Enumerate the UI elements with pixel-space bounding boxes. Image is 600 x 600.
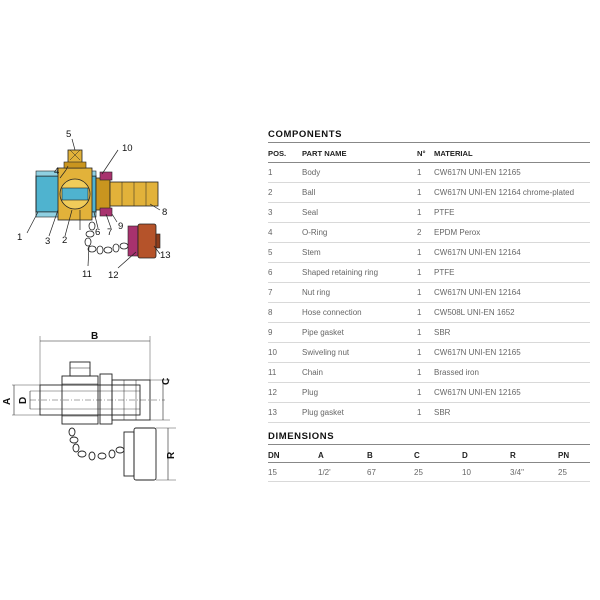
cell-material: CW617N UNI-EN 12164 [434, 288, 521, 297]
cell-qty: 1 [417, 188, 422, 197]
callout-5: 5 [66, 129, 72, 140]
cell-qty: 1 [417, 208, 422, 217]
cell-qty: 1 [417, 248, 422, 257]
callout-13: 13 [160, 250, 171, 261]
dim-value-a: 1/2' [318, 468, 331, 477]
callout-10: 10 [122, 143, 133, 154]
dim-header-r: R [510, 451, 516, 460]
cell-part-name: Seal [302, 208, 319, 217]
cell-pos: 10 [268, 348, 277, 357]
dim-header-a: A [318, 451, 324, 460]
callout-1: 1 [17, 232, 23, 243]
dim-value-r: 3/4" [510, 468, 524, 477]
cell-material: CW617N UNI-EN 12164 chrome-plated [434, 188, 575, 197]
cell-qty: 1 [417, 288, 422, 297]
components-table [268, 144, 590, 423]
cell-part-name: Shaped retaining ring [302, 268, 379, 277]
cell-material: SBR [434, 408, 451, 417]
dim-label-a: A [2, 397, 13, 405]
cell-qty: 1 [417, 308, 422, 317]
cell-material: EPDM Perox [434, 228, 481, 237]
cell-qty: 1 [417, 268, 422, 277]
table-row [268, 303, 590, 323]
callout-4: 4 [54, 166, 60, 177]
dim-header-c: C [414, 451, 420, 460]
table-row [268, 163, 590, 183]
table-row [268, 263, 590, 283]
callout-8: 8 [162, 207, 168, 218]
callout-6: 6 [95, 227, 101, 238]
components-header-row [268, 144, 590, 163]
header-qty: N° [417, 149, 426, 158]
cell-pos: 11 [268, 368, 277, 377]
cell-part-name: Ball [302, 188, 316, 197]
cell-qty: 1 [417, 328, 422, 337]
dim-value-c: 25 [414, 468, 423, 477]
table-row [268, 203, 590, 223]
cell-pos: 8 [268, 308, 273, 317]
table-row [268, 243, 590, 263]
table-row [268, 323, 590, 343]
dim-header-d: D [462, 451, 468, 460]
cell-pos: 6 [268, 268, 273, 277]
table-row [268, 283, 590, 303]
dimensions-title: DIMENSIONS [268, 431, 335, 442]
header-pos: POS. [268, 149, 287, 158]
section-view [17, 129, 171, 281]
table-row [268, 343, 590, 363]
cell-pos: 2 [268, 188, 273, 197]
callout-9: 9 [118, 221, 124, 232]
components-top-rule [268, 142, 590, 143]
cell-qty: 1 [417, 168, 422, 177]
valve-drawings [0, 0, 260, 600]
cell-material: PTFE [434, 268, 455, 277]
callout-11: 11 [82, 269, 92, 280]
dim-header-b: B [367, 451, 373, 460]
dim-value-b: 67 [367, 468, 376, 477]
outline-view [12, 336, 176, 480]
cell-pos: 3 [268, 208, 273, 217]
cell-part-name: Plug gasket [302, 408, 344, 417]
cell-pos: 5 [268, 248, 273, 257]
cell-material: SBR [434, 328, 451, 337]
dim-label-d: D [18, 396, 29, 404]
cell-part-name: Chain [302, 368, 323, 377]
cell-qty: 1 [417, 388, 422, 397]
dim-value-pn: 25 [558, 468, 567, 477]
cell-qty: 1 [417, 368, 422, 377]
callout-2: 2 [62, 235, 68, 246]
cell-material: CW617N UNI-EN 12165 [434, 388, 521, 397]
cell-pos: 12 [268, 388, 277, 397]
callout-3: 3 [45, 236, 51, 247]
dim-value-dn: 15 [268, 468, 277, 477]
header-part-name: PART NAME [302, 149, 347, 158]
cell-pos: 1 [268, 168, 273, 177]
cell-part-name: O-Ring [302, 228, 328, 237]
cell-part-name: Plug [302, 388, 319, 397]
dim-header-dn: DN [268, 451, 280, 460]
callout-12: 12 [108, 270, 119, 281]
cell-pos: 13 [268, 408, 277, 417]
cell-qty: 1 [417, 348, 422, 357]
dimensions-header-row [268, 446, 590, 463]
components-title: COMPONENTS [268, 129, 343, 140]
cell-pos: 9 [268, 328, 273, 337]
dim-header-pn: PN [558, 451, 570, 460]
table-row [268, 383, 590, 403]
cell-pos: 4 [268, 228, 273, 237]
dimensions-values-row [268, 463, 590, 482]
cell-material: CW617N UNI-EN 12165 [434, 348, 521, 357]
cell-material: CW617N UNI-EN 12164 [434, 248, 521, 257]
cell-part-name: Hose connection [302, 308, 362, 317]
header-material: MATERIAL [434, 149, 473, 158]
cell-part-name: Body [302, 168, 321, 177]
table-row [268, 223, 590, 243]
table-row [268, 363, 590, 383]
cell-part-name: Swiveling nut [302, 348, 350, 357]
table-row [268, 183, 590, 203]
cell-part-name: Pipe gasket [302, 328, 344, 337]
cell-material: Brassed iron [434, 368, 479, 377]
dim-value-d: 10 [462, 468, 471, 477]
cell-material: CW617N UNI-EN 12165 [434, 168, 521, 177]
callout-7: 7 [107, 227, 113, 238]
cell-part-name: Stem [302, 248, 321, 257]
cell-pos: 7 [268, 288, 273, 297]
dimensions-table [268, 446, 590, 482]
dim-label-c: C [161, 377, 172, 385]
cell-part-name: Nut ring [302, 288, 331, 297]
dim-label-r: R [166, 451, 177, 459]
dimensions-top-rule [268, 444, 590, 445]
cell-material: PTFE [434, 208, 455, 217]
dim-label-b: B [91, 331, 99, 342]
table-row [268, 403, 590, 423]
cell-material: CW508L UNI-EN 1652 [434, 308, 515, 317]
cell-qty: 2 [417, 228, 422, 237]
cell-qty: 1 [417, 408, 422, 417]
